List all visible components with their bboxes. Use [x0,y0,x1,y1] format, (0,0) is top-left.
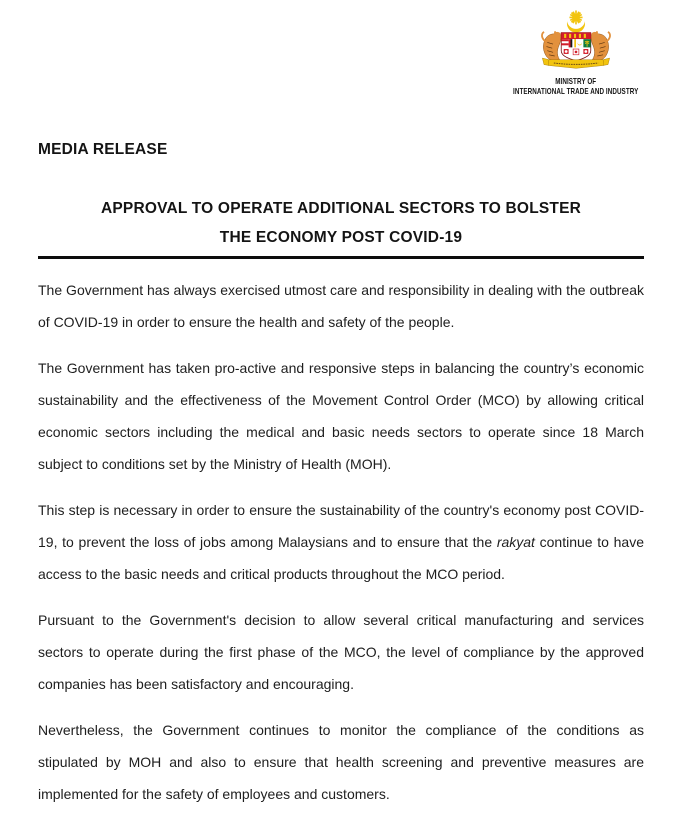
media-release-label: MEDIA RELEASE [38,141,168,158]
paragraphs-section [38,275,644,811]
document-title-line2: THE ECONOMY POST COVID-19 [219,229,463,246]
paragraph-3: This step is necessary in order to ensure the sustainability of the country's economy post COVID-19, to prevent the loss of jobs among Malaysians and to ensure that the rakyat continue to have access to the basic needs and critical products throughout the MCO period. [38,502,644,582]
ministry-name [513,76,638,96]
paragraph-2: The Government has taken pro-active and responsive steps in balancing the country’s economic sustainability and the effectiveness of the Movement Control Order (MCO) by allowing critical economic sectors including the medical and basic needs sectors to operate since 18 March subject to conditions set by the Ministry of Health (MOH). [38,360,644,472]
ministry-name-line2: INTERNATIONAL TRADE AND INDUSTRY [513,86,639,96]
paragraph-4: Pursuant to the Government's decision to allow several critical manufacturing and services sectors to operate during the first phase of the MCO, the level of compliance by the approved companies has been satisfactory and encouraging. [38,612,644,692]
document-title [38,194,644,252]
paragraph-5: Nevertheless, the Government continues to monitor the compliance of the conditions as stipulated by MOH and also to ensure that health screening and preventive measures are implemented for the safety of employees and customers. [38,722,644,802]
malaysia-coat-of-arms-icon [537,8,615,72]
document-title-line1: APPROVAL TO OPERATE ADDITIONAL SECTORS TO BOLSTER [100,200,581,217]
title-divider [38,256,644,259]
paragraph-1: The Government has always exercised utmost care and responsibility in dealing with the outbreak of COVID-19 in order to ensure the health and safety of the people. [38,282,644,330]
ministry-name-line1: MINISTRY OF [555,76,597,86]
ministry-logo-block [494,8,658,96]
